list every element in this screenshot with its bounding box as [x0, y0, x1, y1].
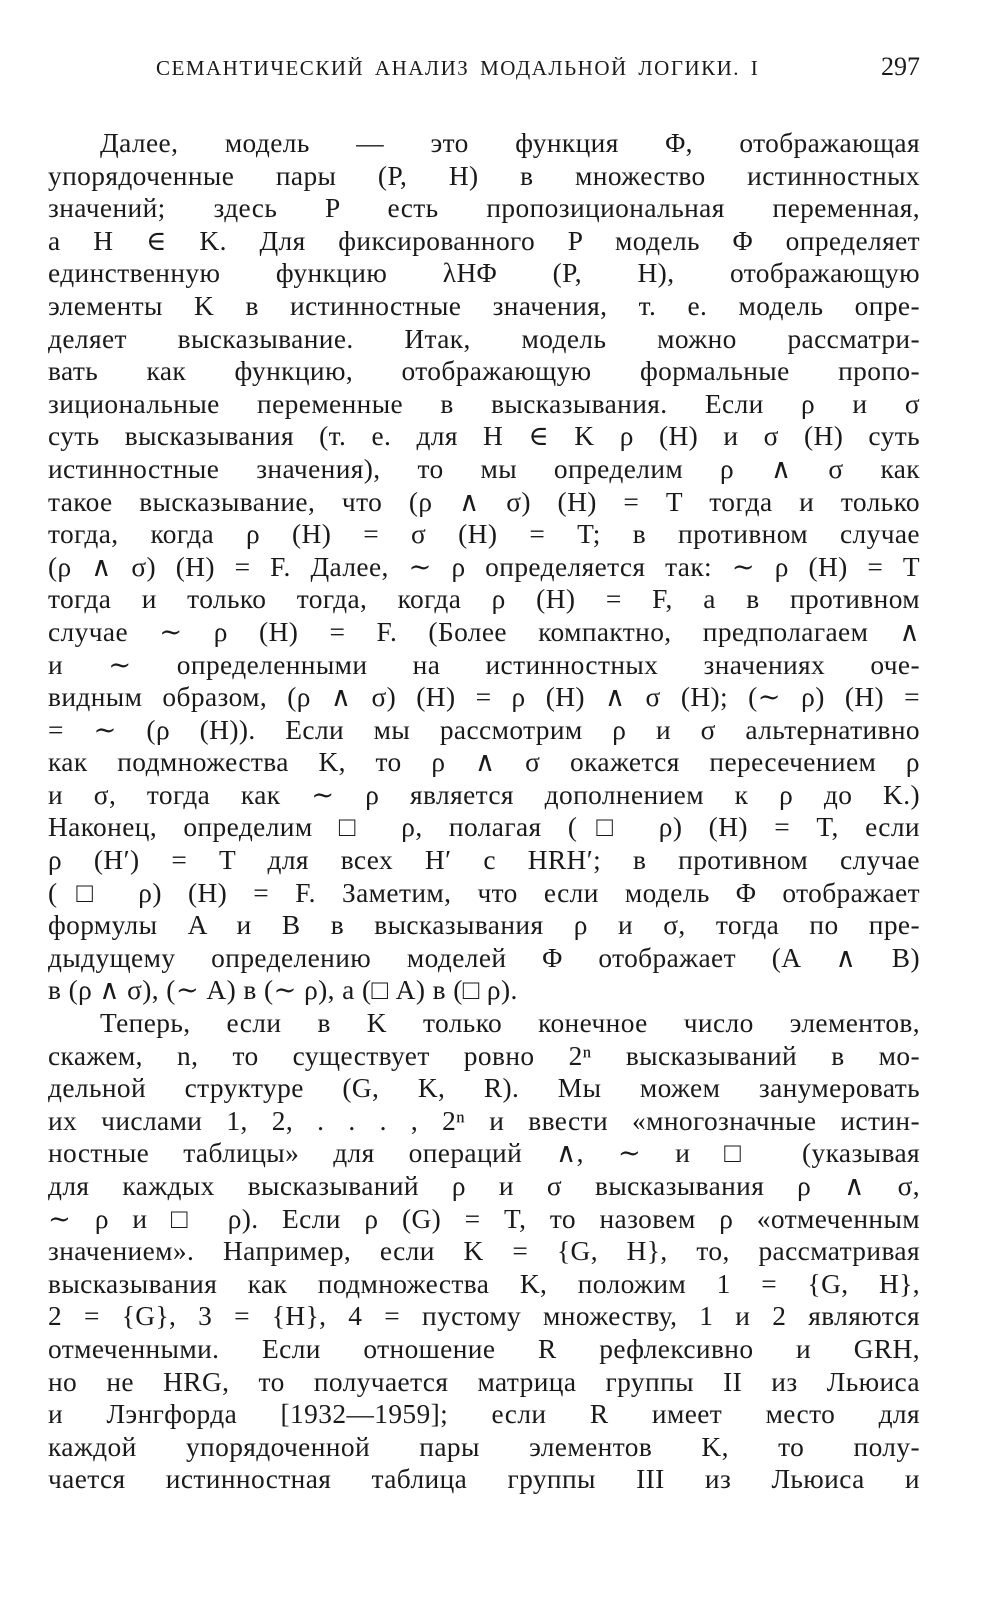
text-line: (□ ρ) (H) = F. Заметим, что если модель Φ отображает: [48, 877, 920, 908]
text-line: высказывания как подмножества K, положим 1 = {G, H},: [48, 1268, 920, 1299]
text-line: вать как функцию, отображающую формальные пропо-: [48, 356, 920, 387]
text-line: суть высказывания (т. е. для H ∈ K ρ (H) и σ (H) суть: [48, 421, 920, 452]
text-line: и Лэнгфорда [1932—1959]; если R имеет место для: [48, 1399, 920, 1430]
text-line: упорядоченные пары (P, H) в множество истинностных: [48, 160, 920, 191]
text-line: значений; здесь P есть пропозициональная переменная,: [48, 193, 920, 224]
text-line: но не HRG, то получается матрица группы II из Льюиса: [48, 1366, 920, 1397]
text-line: значением». Например, если K = {G, H}, то, рассматривая: [48, 1236, 920, 1267]
text-line: = ∼ (ρ (H)). Если мы рассмотрим ρ и σ альтернативно: [48, 714, 920, 745]
text-line: деляет высказывание. Итак, модель можно рассматри-: [48, 323, 920, 354]
text-line: элементы K в истинностные значения, т. е. модель опре-: [48, 290, 920, 321]
text-line: Наконец, определим □ ρ, полагая (□ ρ) (H) = T, если: [48, 812, 920, 843]
text-line: скажем, n, то существует ровно 2ⁿ высказываний в мо-: [48, 1040, 920, 1071]
text-line: отмеченными. Если отношение R рефлексивно и GRH,: [48, 1333, 920, 1364]
text-line: случае ∼ ρ (H) = F. (Более компактно, предполагаем ∧: [48, 616, 920, 647]
text-line: истинностные значения), то мы определим ρ ∧ σ как: [48, 453, 920, 484]
text-line: дыдущему определению моделей Φ отображает (A ∧ B): [48, 942, 920, 973]
book-page: [48, 0, 920, 1600]
text-line: 2 = {G}, 3 = {H}, 4 = пустому множеству, 1 и 2 являются: [48, 1301, 920, 1332]
text-line: а H ∈ K. Для фиксированного P модель Φ определяет: [48, 225, 920, 256]
text-line: и σ, тогда как ∼ ρ является дополнением к ρ до K.): [48, 779, 920, 810]
text-line: ∼ ρ и □ ρ). Если ρ (G) = T, то назовем ρ «отмеченным: [48, 1203, 920, 1234]
text-line: Теперь, если в K только конечное число элементов,: [100, 1008, 920, 1039]
text-line: ρ (H′) = T для всех H′ с HRH′; в противном случае: [48, 845, 920, 876]
text-line: тогда, когда ρ (H) = σ (H) = T; в противном случае: [48, 519, 920, 550]
page-header: [48, 52, 920, 88]
text-line: чается истинностная таблица группы III из Льюиса и: [48, 1464, 920, 1495]
text-line: каждой упорядоченной пары элементов K, то полу-: [48, 1431, 920, 1462]
text-line: такое высказывание, что (ρ ∧ σ) (H) = T тогда и только: [48, 486, 920, 517]
text-line: (ρ ∧ σ) (H) = F. Далее, ∼ ρ определяется так: ∼ ρ (H) = T: [48, 551, 920, 582]
text-line: дельной структуре (G, K, R). Мы можем занумеровать: [48, 1073, 920, 1104]
text-line: единственную функцию λHΦ (P, H), отображающую: [48, 258, 920, 289]
text-line: и ∼ определенными на истинностных значениях оче-: [48, 649, 920, 680]
body-text: [48, 127, 920, 1496]
running-head: СЕМАНТИЧЕСКИЙ АНАЛИЗ МОДАЛЬНОЙ ЛОГИКИ. I: [156, 56, 760, 80]
text-line: для каждых высказываний ρ и σ высказывания ρ ∧ σ,: [48, 1171, 920, 1201]
text-line: их числами 1, 2, . . . , 2ⁿ и ввести «многозначные истин-: [48, 1105, 920, 1136]
text-line: зициональные переменные в высказывания. Если ρ и σ: [48, 388, 920, 419]
text-line: в (ρ ∧ σ), (∼ A) в (∼ ρ), а (□ A) в (□ ρ).: [48, 975, 518, 1006]
text-line: ностные таблицы» для операций ∧, ∼ и □ (указывая: [48, 1138, 920, 1169]
page-number: 297: [881, 52, 920, 81]
text-line: формулы A и B в высказывания ρ и σ, тогда по пре-: [48, 910, 920, 941]
text-line: видным образом, (ρ ∧ σ) (H) = ρ (H) ∧ σ (H); (∼ ρ) (H) =: [48, 682, 920, 713]
text-line: Далее, модель — это функция Φ, отображающая: [100, 128, 920, 158]
text-line: тогда и только тогда, когда ρ (H) = F, а в противном: [48, 584, 920, 615]
text-line: как подмножества K, то ρ ∧ σ окажется пересечением ρ: [48, 747, 920, 778]
